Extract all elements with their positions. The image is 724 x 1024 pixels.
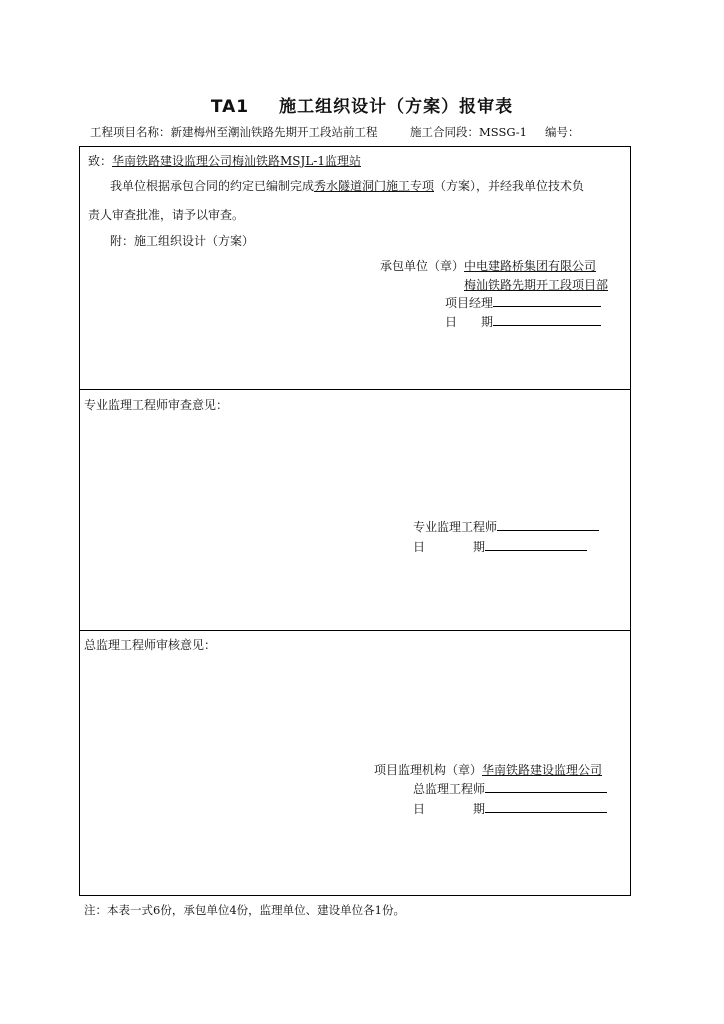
manager-label: 项目经理 <box>445 296 494 310</box>
body-line-2: 责人审查批准，请予以审查。 <box>88 208 245 222</box>
supervision-org <box>374 761 602 778</box>
section-divider-1 <box>79 389 631 390</box>
body-line-1 <box>110 177 584 194</box>
section1-date-label: 日 期 <box>445 315 494 329</box>
attachment: 附：施工组织设计（方案） <box>110 234 255 248</box>
body-project-name: 秀水隧道洞门施工专项 <box>314 179 435 193</box>
form-code: TA1 <box>210 97 250 117</box>
contractor <box>380 257 596 274</box>
section-divider-2 <box>79 630 631 631</box>
specialist-engineer-line <box>497 519 599 531</box>
section3-date-label: 日 期 <box>413 802 486 816</box>
section2-date <box>413 538 587 555</box>
specialist-engineer-label: 专业监理工程师 <box>413 520 498 534</box>
contractor-name-2: 梅汕铁路先期开工段项目部 <box>464 278 609 292</box>
project-label: 工程项目名称： <box>90 125 171 139</box>
addressee <box>88 152 361 169</box>
form-number: 编号： <box>545 125 580 139</box>
chief-engineer-line <box>485 781 607 793</box>
chief-engineer-label: 总监理工程师 <box>413 782 486 796</box>
contractor-name-1: 中电建路桥集团有限公司 <box>464 259 597 273</box>
project-manager <box>445 294 601 311</box>
body-line-1-post: （方案），并经我单位技术负 <box>434 179 585 193</box>
addressee-value: 华南铁路建设监理公司梅汕铁路MSJL-1监理站 <box>112 154 361 168</box>
project-name <box>90 124 378 140</box>
section3-date <box>413 800 607 817</box>
section3-date-line <box>485 801 607 813</box>
footnote: 注：本表一式6份，承包单位4份，监理单位、建设单位各1份。 <box>84 903 405 917</box>
contract-label: 施工合同段： <box>410 125 479 139</box>
specialist-engineer <box>413 518 599 535</box>
supervision-org-name: 华南铁路建设监理公司 <box>482 763 603 777</box>
chief-engineer <box>413 780 607 797</box>
form-title-text: 施工组织设计（方案）报审表 <box>279 97 514 117</box>
addressee-label: 致： <box>88 154 113 168</box>
engineer-review-heading: 专业监理工程师审查意见： <box>84 398 229 412</box>
manager-signature-line <box>493 295 601 307</box>
supervision-org-label: 项目监理机构（章） <box>374 763 483 777</box>
contract-section <box>410 124 527 140</box>
chief-review-heading: 总监理工程师审核意见： <box>84 638 217 652</box>
contract-value: MSSG-1 <box>479 125 527 139</box>
contractor-label: 承包单位（章） <box>380 259 465 273</box>
section1-date <box>445 313 601 330</box>
section2-date-label: 日 期 <box>413 540 486 554</box>
section1-date-line <box>493 314 601 326</box>
project-value: 新建梅州至潮汕铁路先期开工段站前工程 <box>170 125 378 139</box>
form-title <box>0 92 724 117</box>
body-line-1-pre: 我单位根据承包合同的约定已编制完成 <box>110 179 315 193</box>
section2-date-line <box>485 539 587 551</box>
